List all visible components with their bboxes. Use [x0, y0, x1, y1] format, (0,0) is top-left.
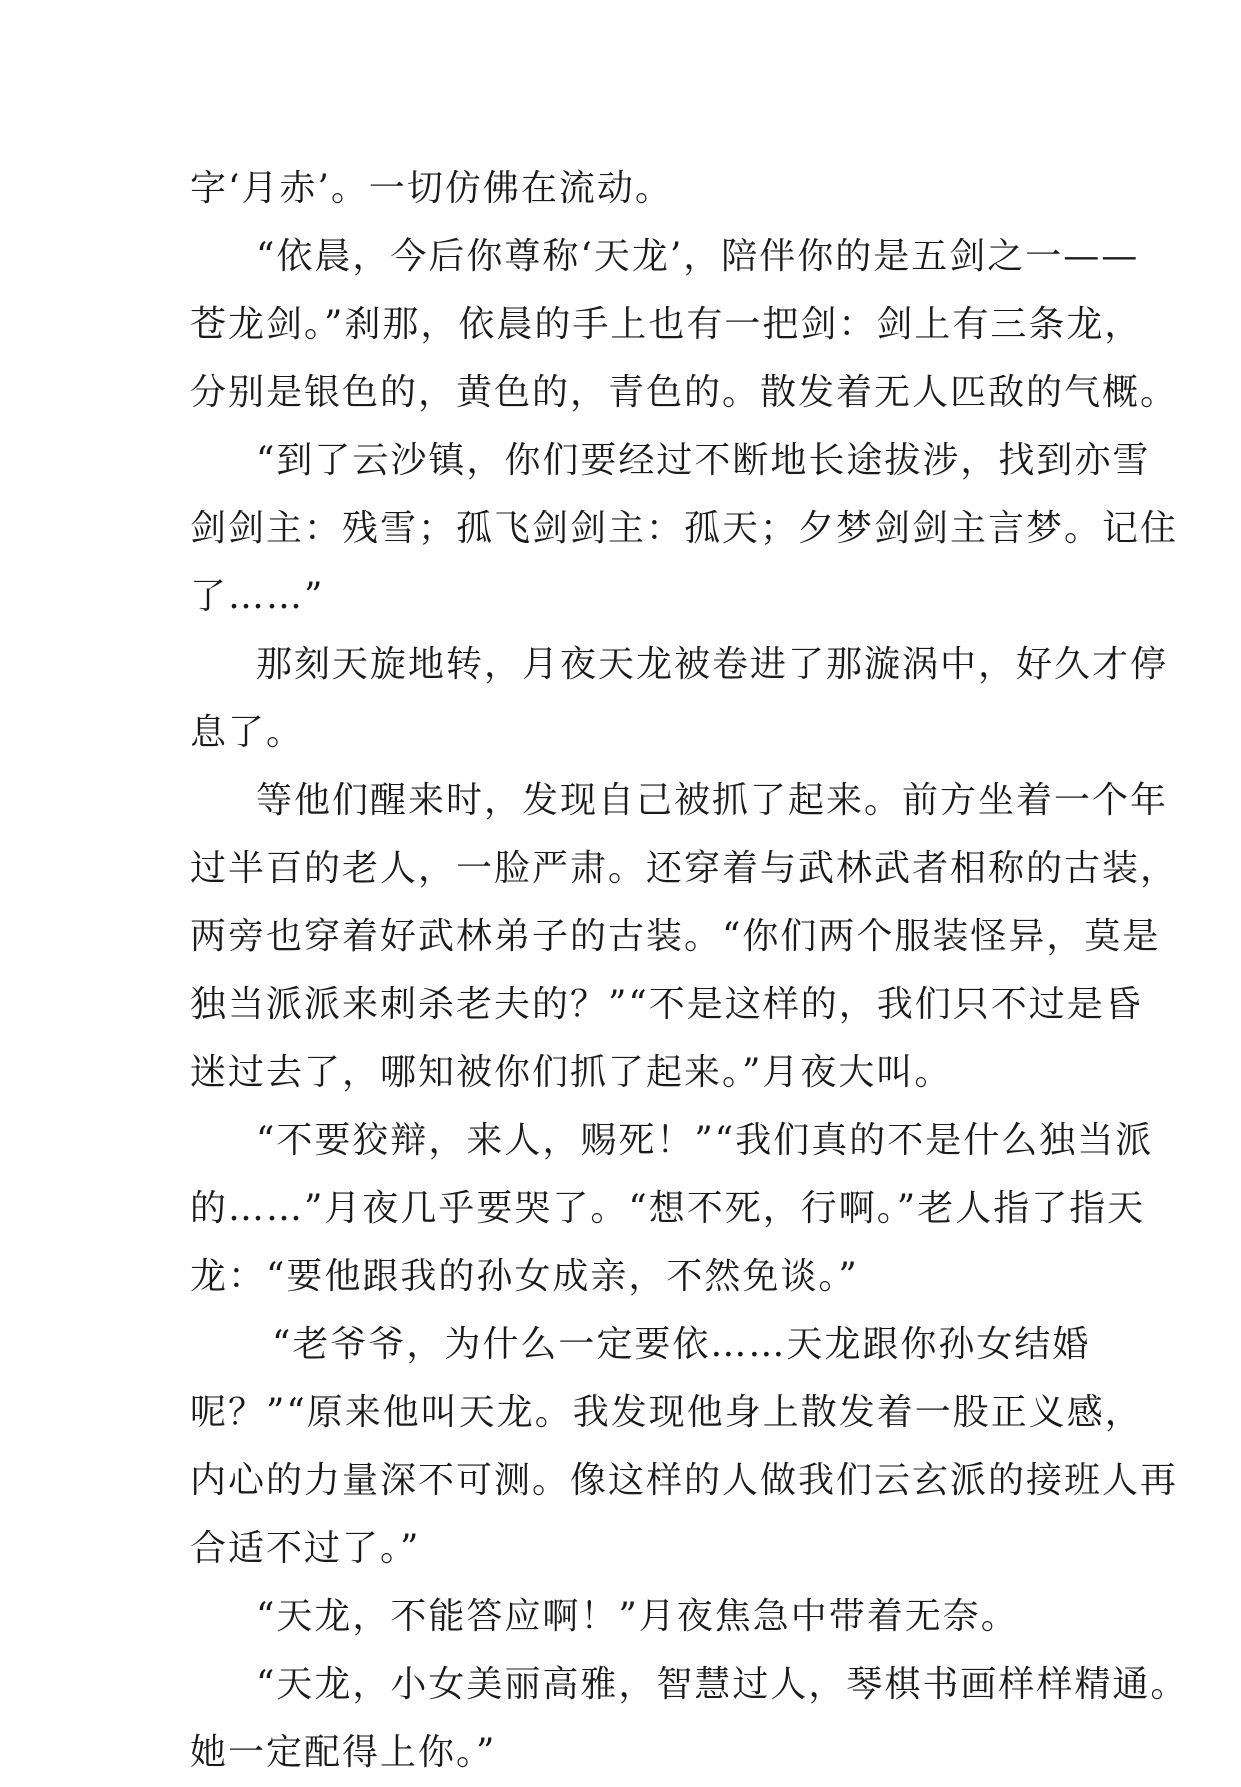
text-line: 苍龙剑。”刹那，依晨的手上也有一把剑：剑上有三条龙，: [190, 304, 1143, 345]
text-line: 等他们醒来时，发现自己被抓了起来。前方坐着一个年: [256, 780, 1169, 821]
text-line: 剑剑主：残雪；孤飞剑剑主：孤天；夕梦剑剑主言梦。记住: [190, 508, 1179, 549]
text-line: 独当派派来刺杀老夫的？”“不是这样的，我们只不过是昏: [190, 984, 1143, 1025]
text-line: “天龙，小女美丽高雅，智慧过人，琴棋书画样样精通。: [256, 1664, 1189, 1705]
text-line: “老爷爷，为什么一定要依……天龙跟你孙女结婚: [272, 1324, 1091, 1365]
text-line: 的……”月夜几乎要哭了。“想不死，行啊。”老人指了指天: [190, 1188, 1146, 1229]
text-line: 那刻天旋地转，月夜天龙被卷进了那漩涡中，好久才停: [256, 644, 1169, 685]
text-line: “天龙，不能答应啊！”月夜焦急中带着无奈。: [256, 1596, 1019, 1637]
text-line: 呢？”“原来他叫天龙。我发现他身上散发着一股正义感，: [190, 1392, 1143, 1433]
text-line: 合适不过了。”: [190, 1528, 421, 1569]
text-line: 迷过去了，哪知被你们抓了起来。”月夜大叫。: [190, 1052, 953, 1093]
text-line: “依晨，今后你尊称‘天龙’，陪伴你的是五剑之一——: [256, 236, 1140, 277]
document-body: [190, 155, 1189, 1787]
text-line: 分别是银色的，黄色的，青色的。散发着无人匹敌的气概。: [190, 372, 1179, 413]
text-line: 她一定配得上你。”: [190, 1732, 497, 1773]
text-line: 息了。: [190, 712, 305, 753]
text-line: 内心的力量深不可测。像这样的人做我们云玄派的接班人再: [190, 1460, 1179, 1501]
text-line: “到了云沙镇，你们要经过不断地长途拔涉，找到亦雪: [256, 440, 1151, 481]
text-line: 过半百的老人，一脸严肃。还穿着与武林武者相称的古装，: [190, 848, 1179, 889]
text-line: 了……”: [190, 576, 325, 617]
text-line: 两旁也穿着好武林弟子的古装。“你们两个服装怪异，莫是: [190, 916, 1161, 957]
text-line: 龙：“要他跟我的孙女成亲，不然免谈。”: [190, 1256, 859, 1297]
text-line: 字‘月赤’。一切仿佛在流动。: [190, 168, 673, 209]
text-line: “不要狡辩，来人，赐死！”“我们真的不是什么独当派: [256, 1120, 1154, 1161]
